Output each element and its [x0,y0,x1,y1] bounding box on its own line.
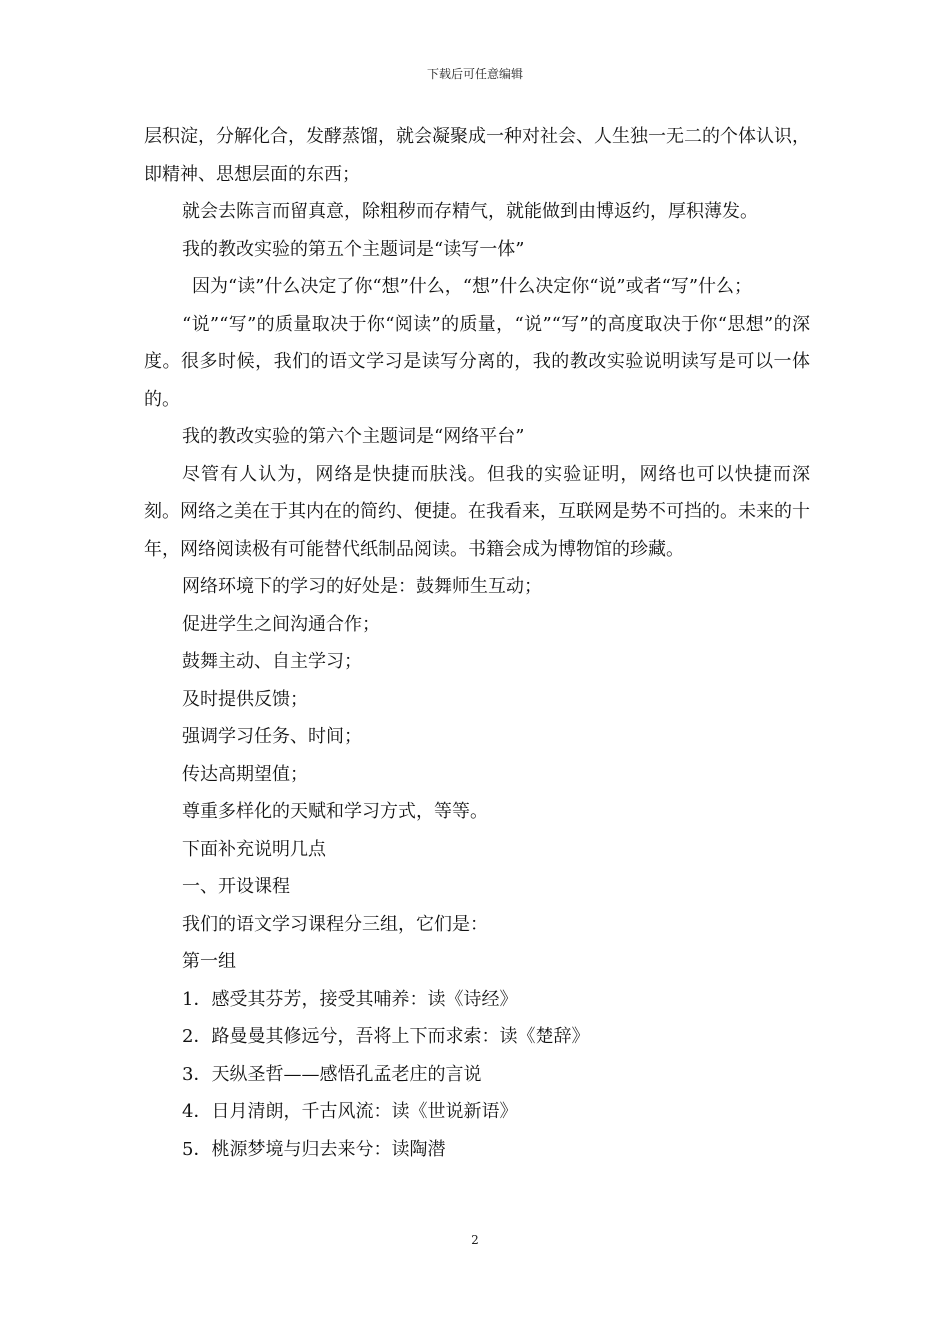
paragraph-4: 因为“读”什么决定了你“想”什么，“想”什么决定你“说”或者“写”什么； [192,276,753,297]
list-item-3: 3．天纵圣哲——感悟孔孟老庄的言说 [182,1063,482,1085]
paragraph-13: 传达高期望值； [182,763,308,785]
paragraph-17: 我们的语文学习课程分三组，它们是： [182,913,488,935]
paragraph-1: 层积淀，分解化合，发酵蒸馏，就会凝聚成一种对社会、人生独一无二的个体认识，即精神、思想层面的东西； [144,126,810,185]
page-number: 2 [471,1233,479,1247]
list-item-2: 2．路曼曼其修远兮，吾将上下而求索：读《楚辞》 [182,1026,590,1047]
paragraph-10: 鼓舞主动、自主学习； [182,651,362,672]
paragraph-14: 尊重多样化的天赋和学习方式，等等。 [182,801,488,822]
paragraph-9: 促进学生之间沟通合作； [182,613,380,635]
page-header-note: 下载后可任意编辑 [426,67,523,81]
list-item-4: 4．日月清朗，千古风流：读《世说新语》 [182,1101,518,1122]
document-body [144,118,810,1168]
list-item-1: 1．感受其芬芳，接受其哺养：读《诗经》 [182,988,518,1010]
paragraph-12: 强调学习任务、时间； [182,726,362,747]
paragraph-16: 一、开设课程 [182,876,290,897]
list-item-5: 5．桃源梦境与归去来兮：读陶潜 [182,1138,446,1160]
paragraph-18: 第一组 [182,951,236,972]
paragraph-7: 尽管有人认为，网络是快捷而肤浅。但我的实验证明，网络也可以快捷而深刻。网络之美在于其内在的简约、便捷。在我看来，互联网是势不可挡的。未来的十年，网络阅读极有可能替代纸制品阅读。书籍会成为博物馆的珍藏。 [144,463,810,560]
paragraph-15: 下面补充说明几点 [182,838,326,860]
paragraph-6: 我的教改实验的第六个主题词是“网络平台” [182,426,525,447]
paragraph-8: 网络环境下的学习的好处是：鼓舞师生互动； [182,576,542,597]
paragraph-3: 我的教改实验的第五个主题词是“读写一体” [182,238,525,260]
paragraph-5: “说”“写”的质量取决于你“阅读”的质量，“说”“写”的高度取决于你“思想”的深度。很多时候，我们的语文学习是读写分离的，我的教改实验说明读写是可以一体的。 [144,313,810,410]
paragraph-11: 及时提供反馈； [182,688,308,710]
paragraph-2: 就会去陈言而留真意，除粗秽而存精气，就能做到由博返约，厚积薄发。 [182,201,758,222]
